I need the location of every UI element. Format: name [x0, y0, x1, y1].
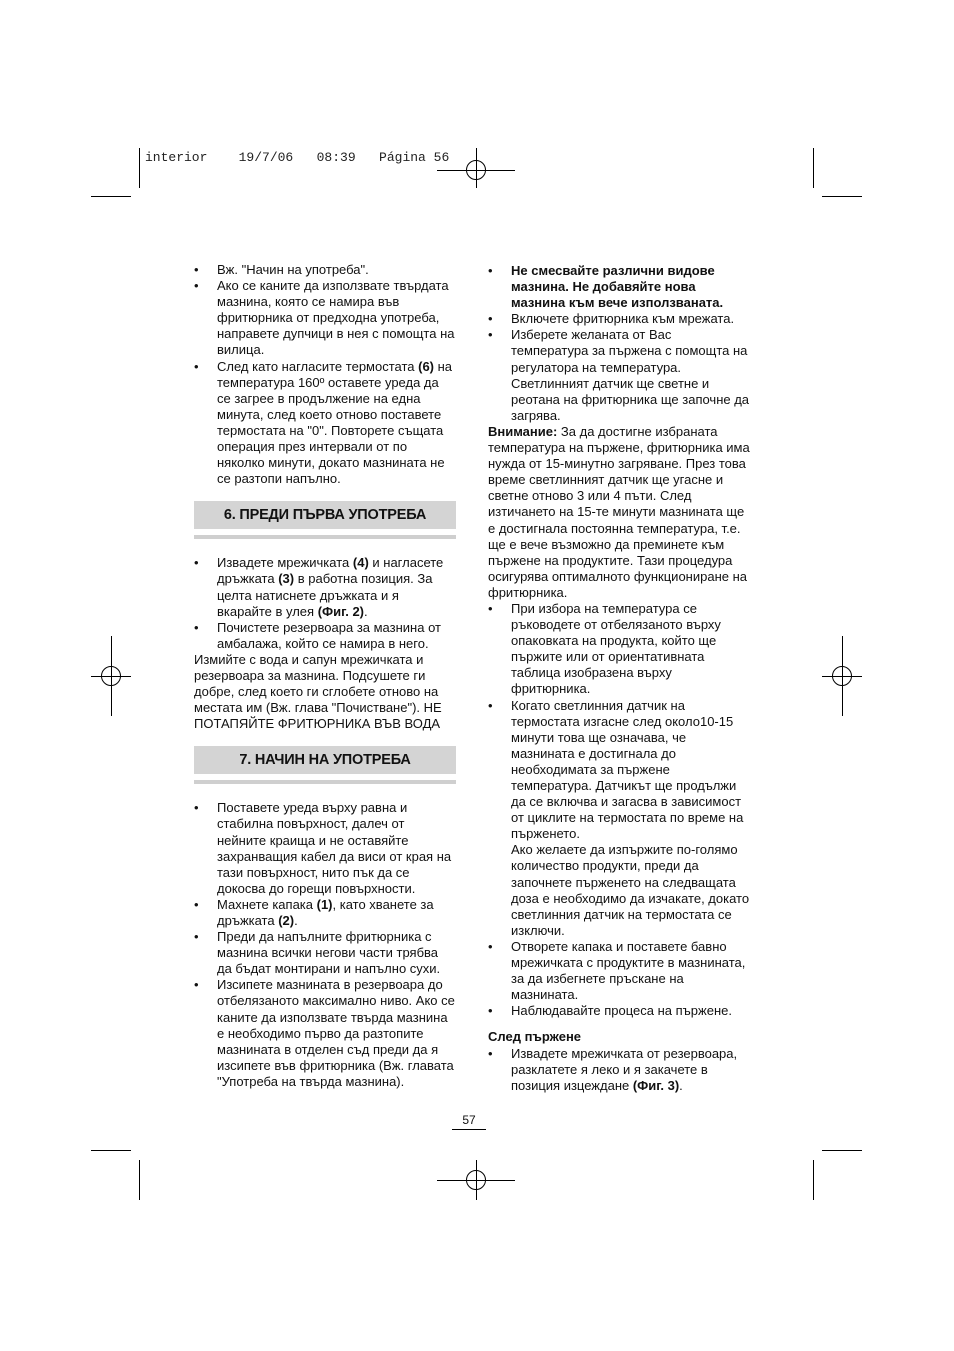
list-item	[194, 977, 456, 1090]
text-run: Изберете желаната от Вас температура за пържена с помощта на регулатора на температура. Светлинният датчик ще светне и реотана на фритюрника ще започне да загрява.	[511, 327, 750, 423]
crop-mark	[91, 1150, 131, 1151]
text-run: .	[294, 913, 298, 928]
text-run: Измийте с вода и сапун мрежичката и резервоара за мазнина. Подсушете ги добре, след което ги сглобете отново на местата им (Вж. глава "Почистване"). НЕ ПОТАПЯЙТЕ ФРИТЮРНИКА ВЪВ ВОДА	[194, 651, 442, 732]
text-run: Включете фритюрника към мрежата.	[511, 311, 735, 327]
list-item	[194, 555, 456, 619]
section-6-heading	[194, 501, 456, 539]
text-run: и нагласете дръжката	[217, 555, 444, 587]
crop-mark	[813, 148, 814, 188]
crop-mark	[91, 196, 131, 197]
list-item	[194, 800, 456, 897]
text-run: Ако се каните да използвате твърдата мазнина, която се намира във фритюрника от предходна употреба, направете дупчици в нея с помощта на вилица.	[217, 278, 455, 358]
crop-mark	[822, 1150, 862, 1151]
list-item	[194, 929, 456, 977]
text-run: Когато светлинния датчик на термостата изгасне след около10-15 минути това ще означава, че мазнината е достигнала до необходимата за пържене температура. Датчикът ще продължи да се включва и загасва в зависимост от циклите на термостата по време на пърженето.	[511, 697, 744, 842]
text-run: в работна позиция. За целта натиснете дръжката и я вкарайте в улея	[217, 571, 433, 619]
list-item	[194, 897, 456, 929]
list-item	[488, 311, 750, 327]
text-run: (Фиг. 2)	[317, 603, 364, 619]
text-run: Изсипете мазнината в резервоара до отбелязаното максимално ниво. Ако се каните да използвате твърда мазнина е необходимо първо да разтопите мазнината в отделен съд преди да я изсипете във фритюрника (Вж. главата "Употреба на твърда мазнина).	[217, 977, 455, 1089]
paragraph	[488, 1029, 750, 1045]
crop-mark	[139, 1160, 140, 1200]
crop-mark	[813, 1160, 814, 1200]
text-run: (Фиг. 3)	[632, 1077, 680, 1093]
section-6-title: 6. ПРЕДИ ПЪРВА УПОТРЕБА	[194, 501, 456, 529]
text-run: , като хванете за дръжката	[217, 896, 434, 928]
section-7-heading	[194, 746, 456, 784]
list-item	[194, 620, 456, 652]
text-run: (4)	[352, 555, 369, 571]
section-6-body	[194, 555, 456, 732]
text-run: на температура 160º оставете уреда да се загрее в продължение на една минута, след което отново поставете термостата на "0". Повторете същата операция през интервали от по няколко минути, докато мазнината не се разтопи напълно.	[217, 358, 453, 487]
section-7-body	[194, 800, 456, 1090]
right-column	[488, 263, 750, 1094]
text-run: Отворете капака и поставете бавно мрежичката с продуктите в мазнината, за да избегнете пръскане на мазнината.	[511, 938, 746, 1003]
text-run: Наблюдавайте процеса на пържене.	[511, 1003, 732, 1019]
crop-mark	[822, 196, 862, 197]
paragraph	[194, 652, 456, 732]
registration-line	[476, 1160, 477, 1200]
print-slug: interior 19/7/06 08:39 Página 56	[145, 150, 450, 165]
text-run: Преди да напълните фритюрника с мазнина всички негови части трябва да бъдат монтирани и напълно сухи.	[217, 929, 441, 977]
list-item	[488, 601, 750, 698]
text-run: .	[364, 603, 368, 619]
section-7-title: 7. НАЧИН НА УПОТРЕБА	[194, 746, 456, 774]
list-item	[488, 939, 750, 1003]
intro-list	[194, 262, 456, 487]
list-item	[488, 698, 750, 843]
text-run: Махнете капака	[217, 896, 317, 912]
text-run: След като нагласите термостата	[217, 358, 419, 374]
paragraph	[488, 842, 750, 939]
text-run: .	[679, 1077, 683, 1093]
right-list	[488, 263, 750, 1094]
text-run: Поставете уреда върху равна и стабилна повърхност, далеч от нейните краища и не оставяйте захранващия кабел да виси от края на тази повърхност, нито пък да се докосва до горещи повърхности.	[217, 800, 452, 896]
text-run: След пържене	[488, 1029, 582, 1045]
text-run: Не смесвайте различни видове мазнина. Не добавяйте нова мазнина към вече използваната.	[511, 263, 724, 311]
crop-mark	[139, 148, 140, 188]
text-run: (6)	[418, 358, 435, 374]
registration-line	[842, 636, 843, 716]
text-run: Внимание:	[488, 423, 558, 439]
text-run: За да достигне избраната температура на пържене, фритюрника има нужда от 15-минутно загряване. През това време светлинният датчик ще угасне и светне отново 3 или 4 пъти. След изтичането на 15-те минути мазнината ще е достигнала постоянна температура, т.е. ще е вече възможно да преминете към пържене на продуктите. Тази процедура осигурява оптималното функциониране на фритюрника.	[488, 423, 750, 600]
list-item	[194, 278, 456, 358]
heading-rule	[194, 780, 456, 784]
paragraph	[488, 424, 750, 601]
text-run: (2)	[278, 913, 295, 928]
text-run: Почистете резервоара за мазнина от амбалажа, който се намира в него.	[217, 619, 441, 651]
list-item	[488, 1003, 750, 1019]
registration-line	[476, 148, 477, 188]
list-item	[194, 359, 456, 488]
page-number-rule	[452, 1129, 486, 1130]
list-item	[488, 327, 750, 424]
page-number: 57	[462, 1113, 476, 1127]
text-run: Извадете мрежичката от резервоара, разклатете я леко и я закачете в позиция изцеждане	[511, 1045, 738, 1093]
list-item	[488, 1046, 750, 1094]
text-run: Извадете мрежичката	[217, 555, 353, 571]
text-run: Ако желаете да изпържите по-голямо количество продукти, преди да започнете пърженето на следващата доза е необходимо да изчакате, докато светлинния датчик на термостата се изключи.	[511, 842, 750, 938]
list-item	[194, 262, 456, 278]
left-column	[194, 262, 456, 1090]
registration-line	[111, 636, 112, 716]
list-item	[488, 263, 750, 311]
text-run: Вж. "Начин на употреба".	[217, 262, 369, 277]
heading-rule	[194, 535, 456, 539]
spacer	[488, 1019, 750, 1029]
text-run: (1)	[316, 896, 333, 912]
text-run: При избора на температура се ръководете от отбелязаното върху опаковката на продукта, който ще пържите или от ориентативната таблица изобразена върху фритюрника.	[511, 600, 721, 697]
text-run: (3)	[278, 571, 295, 587]
